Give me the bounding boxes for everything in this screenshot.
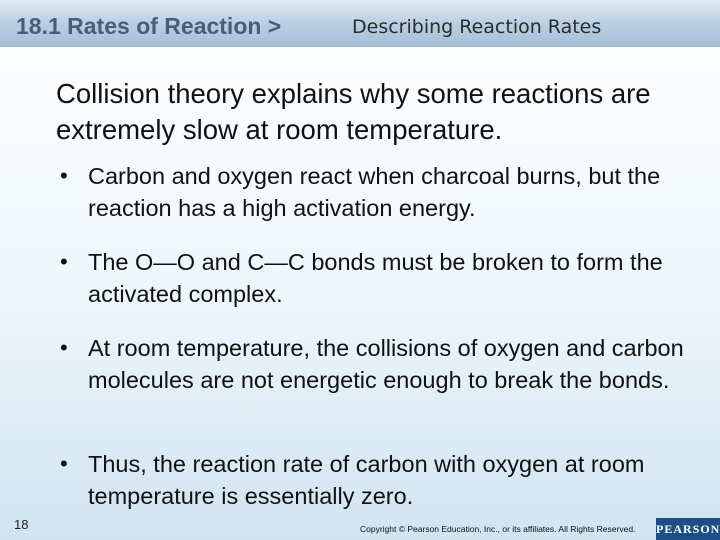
bullet-item (60, 448, 700, 512)
bullet-dot: • (60, 249, 68, 274)
bullet-item (60, 160, 700, 224)
bullet-dot: • (60, 335, 68, 360)
section-title: 18.1 Rates of Reaction > (16, 13, 282, 39)
bullet-text: Thus, the reaction rate of carbon with oxygen at room temperature is essentially zero. (88, 451, 645, 509)
bullet-text: Carbon and oxygen react when charcoal burns, but the reaction has a high activation energy. (88, 163, 661, 221)
page-number: 18 (14, 517, 29, 532)
bullet-text: The O—O and C—C bonds must be broken to form the activated complex. (88, 249, 663, 307)
topic-title: Describing Reaction Rates (352, 16, 602, 38)
header-bar (0, 0, 720, 47)
bullet-text: At room temperature, the collisions of oxygen and carbon molecules are not energetic enough to break the bonds. (88, 335, 684, 393)
pearson-logo: PEARSON (656, 518, 720, 540)
bullet-item (60, 332, 700, 396)
lead-text: Collision theory explains why some reactions are extremely slow at room temperature. (56, 78, 651, 145)
bullet-dot: • (60, 163, 68, 188)
bullet-item (60, 246, 700, 310)
bullet-dot: • (60, 451, 68, 476)
copyright-notice: Copyright © Pearson Education, Inc., or its affiliates. All Rights Reserved. (360, 524, 636, 534)
